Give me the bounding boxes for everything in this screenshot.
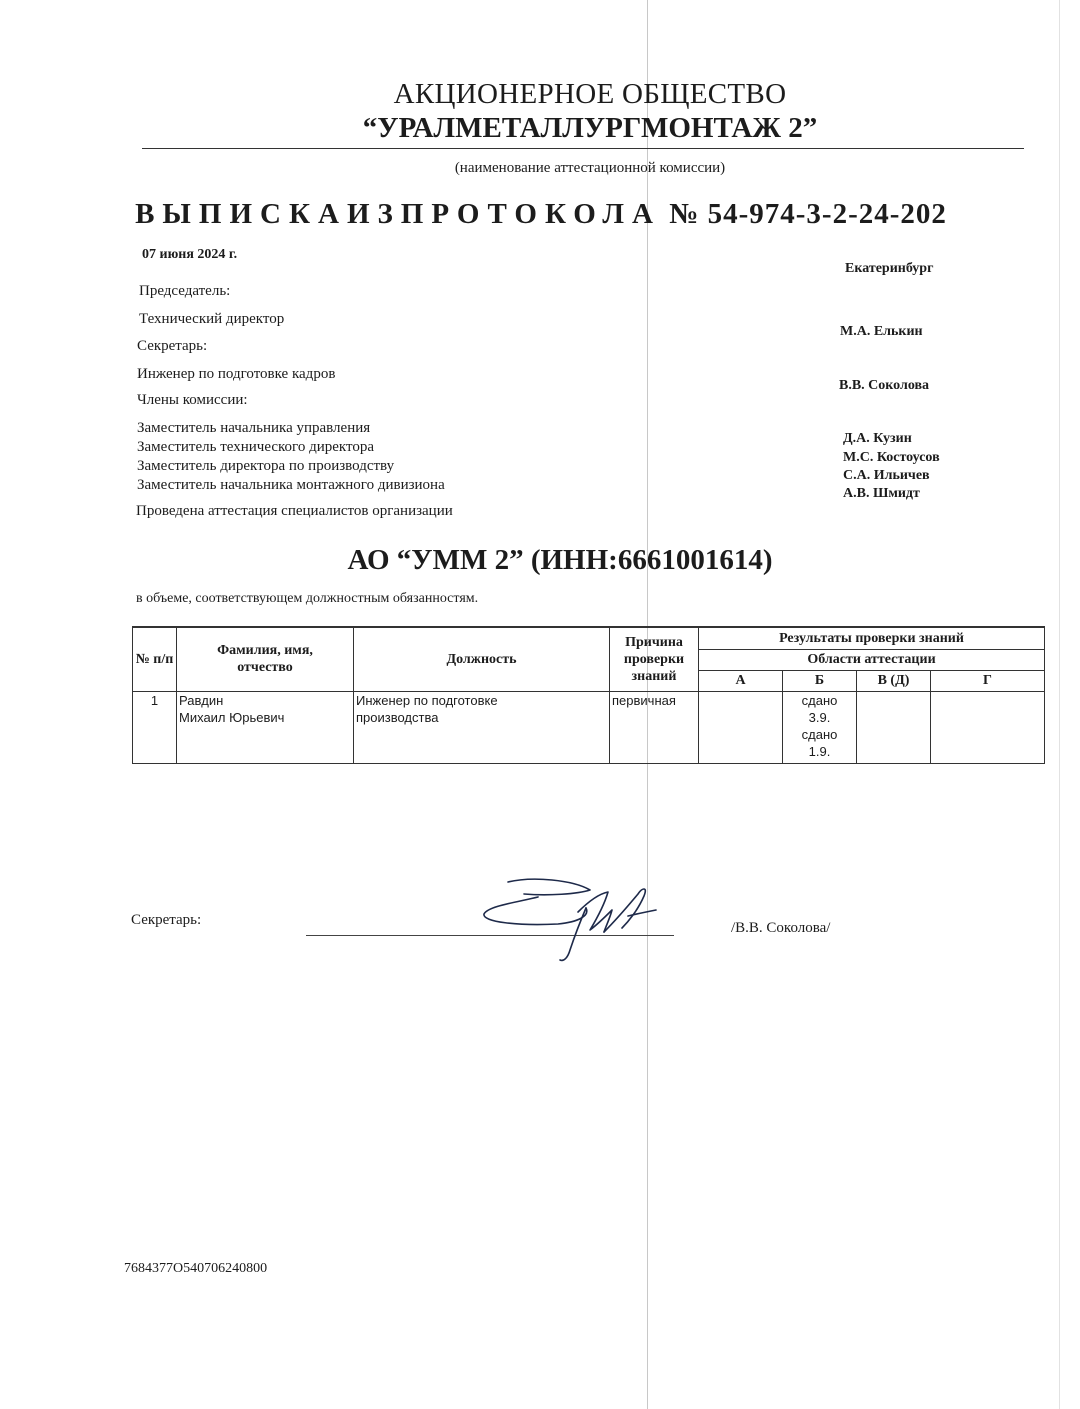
header-area-v: В (Д) [857, 670, 931, 691]
row-area-v [857, 691, 931, 763]
protocol-number: № 54-974-3-2-24-202 [669, 198, 947, 230]
member-name: Д.А. Кузин [843, 431, 912, 446]
member-position: Заместитель начальника управления [137, 420, 371, 436]
row-area-g [931, 691, 1045, 763]
protocol-city: Екатеринбург [845, 261, 934, 276]
header-position: Должность [354, 627, 610, 691]
header-area-b: Б [783, 670, 857, 691]
member-name: С.А. Ильичев [843, 468, 930, 483]
title-text: ВЫПИСКАИЗПРОТОКОЛА [135, 198, 661, 230]
row-position-line: Инженер по подготовке [356, 692, 498, 708]
chair-position: Технический директор [139, 311, 285, 327]
row-reason: первичная [610, 691, 699, 763]
header-results: Результаты проверки знаний [699, 627, 1045, 649]
header-reason: Причина проверки знаний [610, 627, 699, 691]
row-fio [177, 691, 354, 763]
row-area-b-line: сдано [801, 692, 838, 708]
member-name: М.С. Костоусов [843, 450, 940, 465]
row-fio-last: Равдин [179, 692, 224, 708]
row-position [354, 691, 610, 763]
document-title [0, 198, 1080, 231]
row-num: 1 [133, 691, 177, 763]
chair-label: Председатель: [139, 283, 231, 299]
signature-secretary-name: /В.В. Соколова/ [731, 920, 831, 936]
secretary-name: В.В. Соколова [839, 378, 930, 393]
header-area-g: Г [931, 670, 1045, 691]
header-num: № п/п [133, 627, 177, 691]
org-underline [142, 148, 1024, 149]
row-position-line: производства [356, 709, 439, 725]
row-area-b-line: 1.9. [808, 743, 831, 759]
company-name: АО “УММ 2” (ИНН:6661001614) [347, 544, 773, 576]
row-area-a [699, 691, 783, 763]
row-area-b [783, 691, 857, 763]
header-area-a: А [699, 670, 783, 691]
org-type: АКЦИОНЕРНОЕ ОБЩЕСТВО [393, 78, 787, 110]
row-fio-rest: Михаил Юрьевич [179, 709, 285, 725]
secretary-label: Секретарь: [137, 338, 208, 354]
commission-caption: (наименование аттестационной комиссии) [454, 160, 726, 176]
secretary-position: Инженер по подготовке кадров [137, 366, 336, 382]
table-row [133, 691, 1045, 763]
attestation-conducted: Проведена аттестация специалистов организации [136, 503, 453, 519]
header-areas: Области аттестации [699, 649, 1045, 670]
member-position: Заместитель технического директора [137, 439, 375, 455]
member-name: А.В. Шмидт [843, 486, 920, 501]
handwritten-signature [478, 872, 678, 967]
row-area-b-line: 3.9. [808, 709, 831, 725]
scope-text: в объеме, соответствующем должностным обязанностям. [136, 591, 479, 606]
protocol-date: 07 июня 2024 г. [142, 247, 238, 262]
attestation-table [132, 626, 1045, 764]
header-fio: Фамилия, имя, отчество [177, 627, 354, 691]
member-position: Заместитель директора по производству [137, 458, 395, 474]
document-code: 7684377О540706240800 [124, 1261, 268, 1276]
signature-secretary-label: Секретарь: [131, 912, 202, 928]
org-name: “УРАЛМЕТАЛЛУРГМОНТАЖ 2” [362, 112, 818, 144]
chair-name: М.А. Елькин [840, 324, 923, 339]
row-area-b-line: сдано [801, 726, 838, 742]
members-label: Члены комиссии: [137, 392, 248, 408]
member-position: Заместитель начальника монтажного дивизиона [137, 477, 445, 493]
